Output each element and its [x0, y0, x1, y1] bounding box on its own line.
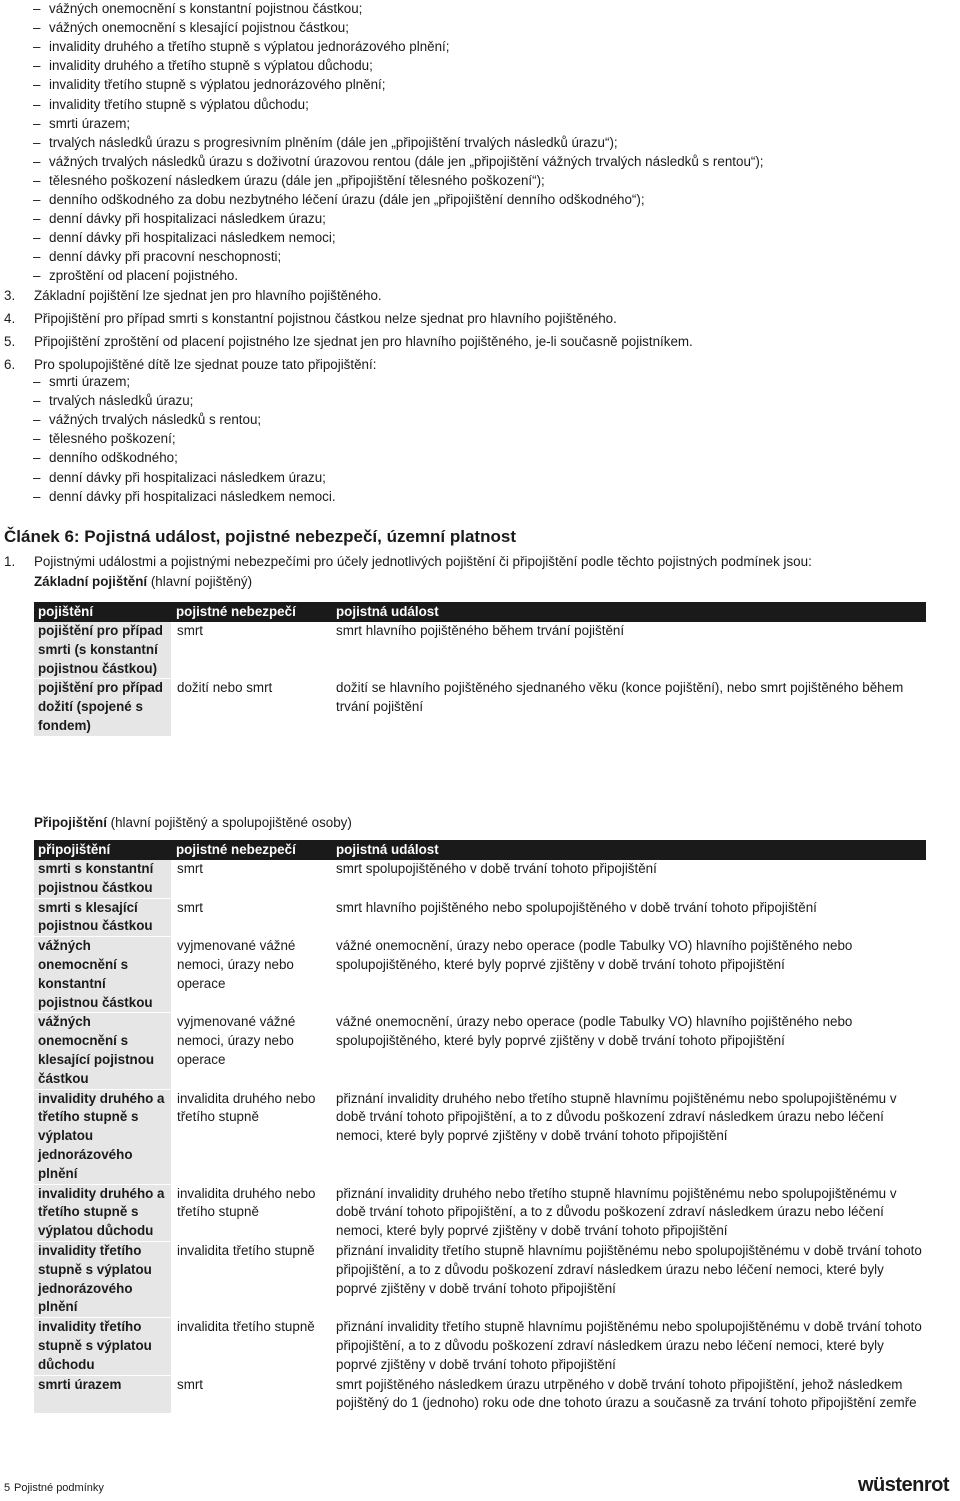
insurance-type-cell: smrti s klesající pojistnou částkou: [34, 898, 172, 937]
event-cell: smrt hlavního pojištěného během trvání pojištění: [336, 623, 625, 638]
table-header-row: [34, 602, 926, 622]
risk-cell: invalidita třetího stupně: [172, 1241, 332, 1317]
risk-cell: invalidita druhého nebo třetího stupně: [172, 1089, 332, 1184]
risk-cell: smrt: [177, 623, 204, 638]
risk-cell: invalidita třetího stupně: [172, 1318, 332, 1375]
list-item: – denního odškodného;: [49, 449, 178, 468]
event-cell: vážné onemocnění, úrazy nebo operace (podle Tabulky VO) hlavního pojištěného nebo spolupojištěného, které byly poprvé zjištěny v době trvání tohoto připojištění: [332, 1013, 926, 1089]
risk-cell: vyjmenované vážné nemoci, úrazy nebo operace: [172, 1013, 332, 1089]
list-item: – trvalých následků úrazu s progresivním plněním (dále jen „připojištění trvalých následků úrazu“);: [49, 134, 618, 153]
table-row: [34, 1184, 926, 1241]
risk-cell: smrt: [172, 898, 332, 937]
paragraph-number: 3.: [4, 288, 16, 303]
table-row: [34, 1318, 926, 1375]
column-header: pojištění: [34, 602, 172, 622]
paragraph-number: 4.: [4, 311, 16, 326]
paragraph-number: 5.: [4, 334, 16, 349]
list-item: – denního odškodného za dobu nezbytného léčení úrazu (dále jen „připojištění denního odškodného“);: [49, 191, 645, 210]
table-row: [34, 679, 926, 736]
list-item: – denní dávky při pracovní neschopnosti;: [49, 248, 281, 267]
column-header: pojistné nebezpečí: [172, 840, 332, 860]
page-number: 5: [4, 1482, 11, 1494]
paragraph-text: Pojistnými událostmi a pojistnými nebezpečími pro účely jednotlivých pojištění či připojištění podle těchto pojistných podmínek jsou:: [34, 554, 812, 569]
insurance-type-cell: vážných onemocnění s klesající pojistnou částkou: [34, 1013, 172, 1089]
paragraph-number: 1.: [4, 554, 16, 569]
list-item: – smrti úrazem;: [49, 115, 130, 134]
list-item: – trvalých následků úrazu;: [49, 392, 193, 411]
table-header-row: [34, 840, 926, 860]
event-cell: přiznání invalidity třetího stupně hlavnímu pojištěnému nebo spolupojištěnému v době trvání tohoto připojištění, a to z důvodu poškození zdraví následkem úrazu nebo léčení nemoci, které byly poprvé zjištěny v době trvání tohoto připojištění: [332, 1241, 926, 1317]
insurance-type-cell: smrti úrazem: [34, 1375, 172, 1413]
list-item: – tělesného poškození následkem úrazu (dále jen „připojištění tělesného poškození“);: [49, 172, 545, 191]
basic-insurance-label: [34, 573, 252, 592]
paragraph-text: Připojištění pro případ smrti s konstantní pojistnou částkou nelze sjednat pro hlavního pojištěného.: [34, 311, 617, 326]
risk-cell: smrt: [177, 861, 204, 876]
insurance-type-cell: invalidity třetího stupně s výplatou jednorázového plnění: [34, 1241, 172, 1317]
insurance-type-cell: pojištění pro případ smrti (s konstantní pojistnou částkou): [34, 622, 172, 679]
paragraph-text: Připojištění zproštění od placení pojistného lze sjednat jen pro hlavního pojištěného, je-li současně pojistníkem.: [34, 334, 693, 349]
insurance-type-cell: vážných onemocnění s konstantní pojistnou částkou: [34, 937, 172, 1013]
basic-insurance-table: [34, 602, 926, 736]
insurance-type-cell: invalidity druhého a třetího stupně s výplatou důchodu: [34, 1184, 172, 1241]
footer-label: Pojistné podmínky: [14, 1482, 104, 1494]
list-item: – vážných onemocnění s klesající pojistnou částkou;: [49, 19, 349, 38]
table-row: [34, 1013, 926, 1089]
paragraph-text: Základní pojištění lze sjednat jen pro hlavního pojištěného.: [34, 288, 382, 303]
table-row: [34, 1241, 926, 1317]
table-row: [34, 860, 926, 898]
column-header: připojištění: [34, 840, 172, 860]
event-cell: přiznání invalidity druhého nebo třetího stupně hlavnímu pojištěnému nebo spolupojištěnému v době trvání tohoto připojištění, a to z důvodu poškození zdraví následkem úrazu nebo léčení nemoci, které byly poprvé zjištěny v době trvání tohoto připojištění: [332, 1089, 926, 1184]
list-item: – invalidity druhého a třetího stupně s výplatou jednorázového plnění;: [49, 38, 450, 57]
insurance-type-cell: invalidity druhého a třetího stupně s výplatou jednorázového plnění: [34, 1089, 172, 1184]
basic-insurance-label-rest: (hlavní pojištěný): [147, 574, 253, 589]
event-cell: smrt pojištěného následkem úrazu utrpěného v době trvání tohoto připojištění, jehož následkem pojištěný do 1 (jednoho) roku ode dne tohoto úrazu a současně za trvání tohoto připojištění zemře: [332, 1375, 926, 1413]
event-cell: přiznání invalidity třetího stupně hlavnímu pojištěnému nebo spolupojištěnému v době trvání tohoto připojištění, a to z důvodu poškození zdraví následkem úrazu nebo léčení nemoci, které byly poprvé zjištěny v době trvání tohoto připojištění: [332, 1318, 926, 1375]
table-row: [34, 622, 926, 679]
column-header: pojistná událost: [332, 840, 926, 860]
paragraph-text: Pro spolupojištěné dítě lze sjednat pouze tato připojištění:: [34, 357, 377, 372]
list-item: – invalidity třetího stupně s výplatou jednorázového plnění;: [49, 76, 385, 95]
table-row: [34, 1375, 926, 1413]
rider-table-label-rest: (hlavní pojištěný a spolupojištěné osoby): [106, 815, 352, 830]
table-row: [34, 898, 926, 937]
paragraph-number: 6.: [4, 357, 16, 372]
event-cell: dožití se hlavního pojištěného sjednaného věku (konce pojištění), nebo smrt pojištěného během trvání pojištění: [332, 679, 926, 736]
event-cell: smrt spolupojištěného v době trvání tohoto připojištění: [336, 861, 657, 876]
rider-table-label-bold: Připojištění: [34, 815, 107, 830]
column-header: pojistná událost: [332, 602, 926, 622]
list-item: – denní dávky při hospitalizaci následkem nemoci;: [49, 229, 336, 248]
company-logo: wüstenrot: [858, 1474, 950, 1496]
insurance-type-cell: invalidity třetího stupně s výplatou důchodu: [34, 1318, 172, 1375]
list-item: – denní dávky při hospitalizaci následkem nemoci.: [49, 488, 336, 507]
table-row: [34, 937, 926, 1013]
insurance-type-cell: smrti s konstantní pojistnou částkou: [34, 860, 172, 898]
list-item: – vážných trvalých následků s rentou;: [49, 411, 261, 430]
list-item: – denní dávky při hospitalizaci následkem úrazu;: [49, 469, 326, 488]
list-item: – smrti úrazem;: [49, 373, 130, 392]
list-item: – denní dávky při hospitalizaci následkem úrazu;: [49, 210, 326, 229]
list-item: – tělesného poškození;: [49, 430, 176, 449]
list-item: – vážných trvalých následků úrazu s doživotní úrazovou rentou (dále jen „připojištění vážných trvalých následků s rentou“);: [49, 153, 764, 172]
list-item: – vážných onemocnění s konstantní pojistnou částkou;: [49, 0, 362, 19]
list-item: – zproštění od placení pojistného.: [49, 267, 238, 286]
risk-cell: smrt: [172, 1375, 332, 1413]
list-item: – invalidity třetího stupně s výplatou důchodu;: [49, 96, 309, 115]
event-cell: přiznání invalidity druhého nebo třetího stupně hlavnímu pojištěnému nebo spolupojištěnému v době trvání tohoto připojištění, a to z důvodu poškození zdraví následkem úrazu nebo léčení nemoci, které byly poprvé zjištěny v době trvání tohoto připojištění: [332, 1184, 926, 1241]
event-cell: smrt hlavního pojištěného nebo spolupojištěného v době trvání tohoto připojištění: [332, 898, 926, 937]
risk-cell: dožití nebo smrt: [172, 679, 332, 736]
event-cell: vážné onemocnění, úrazy nebo operace (podle Tabulky VO) hlavního pojištěného nebo spolupojištěného, které byly poprvé zjištěny v době trvání tohoto připojištění: [332, 937, 926, 1013]
rider-table: [34, 840, 926, 1413]
insurance-type-cell: pojištění pro případ dožití (spojené s fondem): [34, 679, 172, 736]
article-heading: Článek 6: Pojistná událost, pojistné nebezpečí, územní platnost: [4, 527, 516, 546]
column-header: pojistné nebezpečí: [172, 602, 332, 622]
risk-cell: invalidita druhého nebo třetího stupně: [172, 1184, 332, 1241]
table-row: [34, 1089, 926, 1184]
basic-insurance-label-bold: Základní pojištění: [34, 574, 148, 589]
list-item: – invalidity druhého a třetího stupně s výplatou důchodu;: [49, 57, 373, 76]
risk-cell: vyjmenované vážné nemoci, úrazy nebo operace: [172, 937, 332, 1013]
rider-table-label: [34, 814, 352, 833]
